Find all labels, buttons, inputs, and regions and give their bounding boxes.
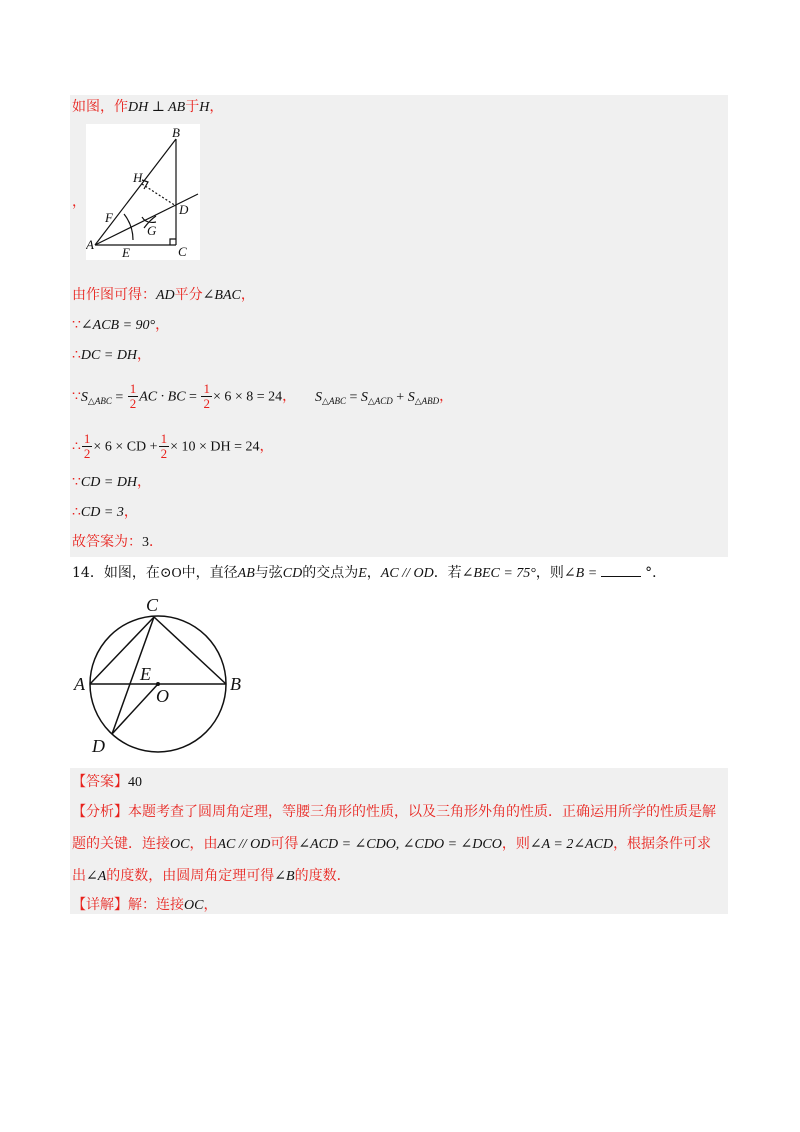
fig13-label-f: F <box>105 210 113 225</box>
solution-step-6: ∵CD = DH， <box>72 474 152 490</box>
fig14-label-c: C <box>146 595 159 615</box>
fig14-label-d: D <box>92 736 105 756</box>
fig13-label-g: G <box>147 223 157 238</box>
solution-step-7: ∴CD = 3， <box>72 504 138 520</box>
circle-figure <box>70 592 260 762</box>
problem-14-statement: 14．如图，在⊙O中，直径AB与弦CD的交点为E，AC // OD．若∠BEC = 75°，则∠B = °． <box>72 565 667 581</box>
solution-step-1: 由作图可得：AD平分∠BAC， <box>72 287 255 303</box>
analysis-14-line-3: 出∠A的度数，由圆周角定理可得∠B的度数． <box>72 868 351 884</box>
fig14-label-b: B <box>230 674 241 694</box>
fig13-label-h: H <box>133 170 143 185</box>
fig14-label-e: E <box>140 664 151 684</box>
detail-14: 【详解】解：连接OC， <box>72 897 218 913</box>
figure-comma: ， <box>72 194 86 210</box>
solution-step-5: ∴ $\frac{1}{2}$ × 6 × CD + $\frac{1}{2}$ × 10 × DH = 24， <box>72 431 274 461</box>
solution-step-4: $\because S_{\triangle ABC}$ = $\frac{1}{2}$ AC · BC = $\frac{1}{2}$ × 6 × 8 = 24， $S_{\triangle ABC} = S_{\triangle ACD} + S_{\triangle ABD}$， <box>72 381 454 411</box>
fig13-label-b: B <box>172 125 180 140</box>
fig13-label-d: D <box>179 202 189 217</box>
triangle-figure <box>86 124 200 260</box>
fig13-label-a: A <box>86 237 94 252</box>
answer-14: 【答案】40 <box>72 774 142 790</box>
analysis-14-line-2: 题的关键．连接OC，由AC // OD可得∠ACD = ∠CDO, ∠CDO = ∠DCO，则∠A = 2∠ACD，根据条件可求 <box>72 836 712 852</box>
fig14-label-o: O <box>156 686 169 706</box>
solution-answer: 故答案为：3． <box>72 534 163 550</box>
analysis-14-line-1: 【分析】本题考查了圆周角定理，等腰三角形的性质，以及三角形外角的性质．正确运用所学的性质是解 <box>72 804 716 820</box>
fig13-label-c: C <box>178 244 187 259</box>
solution-step-3: ∴DC = DH， <box>72 347 152 363</box>
answer-blank[interactable] <box>601 564 641 577</box>
fig13-label-e: E <box>122 245 130 260</box>
solution-step-2: ∵∠ACB = 90°， <box>72 317 170 333</box>
fig14-label-a: A <box>74 674 85 694</box>
solution-intro: 如图，作DH ⊥ AB于H， <box>72 99 224 115</box>
